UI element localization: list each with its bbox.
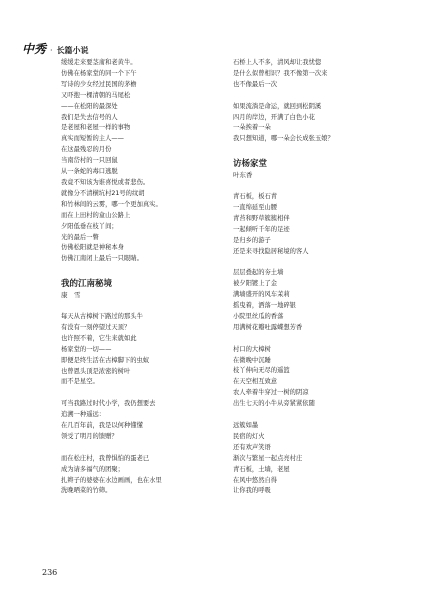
poem-line: 仿佛松阳就是神秘本身 [61, 244, 124, 252]
poem-line: 成为请多福气的团聚； [61, 465, 124, 473]
poem-line: 在几百年前，我是以何种懂懂 [61, 422, 143, 430]
magazine-logo: 中秀 [22, 42, 47, 56]
poem-line: 当南岱村的一只回鼠 [61, 157, 118, 165]
poem-line: 而在松庄村，我曾惧怕的蛋老已 [61, 454, 150, 462]
poem-line: 而不是星空。 [61, 378, 99, 386]
poem-line: 也曾恩头顶是浓密的树叶 [61, 367, 131, 375]
poem-stanza [233, 345, 408, 410]
poem-line: 我竟不知该为谁喜悦或者悲伤。 [61, 178, 150, 186]
poem-stanza [233, 421, 408, 497]
poem-line: 一直绵延至山腰 [233, 203, 278, 211]
poem-author: 叶东香 [233, 171, 253, 180]
poem-stanza [61, 312, 221, 388]
poem-line: 远簇如墨 [233, 422, 259, 429]
poem-stanza [61, 399, 221, 443]
poem-line: 追溯一种遥远： [61, 411, 106, 419]
header-separator: · [50, 46, 53, 55]
poem-line: 摇曳着，洒落一地碎银 [233, 302, 296, 310]
poem-line: 小院里丝瓜的香落 [233, 312, 284, 320]
poem-line: 真实而短暂的主人—— [61, 135, 124, 143]
running-header [22, 40, 89, 57]
poem-line: 又吓抱一棵清朝的马尾松 [61, 91, 131, 99]
poem-title: 我的江南秘境 [61, 279, 113, 290]
poem-line: 在风中悠然自得 [233, 476, 278, 484]
poem-line: 从一条蛇的毒口逃脱 [61, 168, 118, 176]
poem-line: 光的最后一瞥 [61, 233, 99, 241]
poem-line: 四月的岸边，开满了白色小花 [233, 113, 315, 121]
poem-line: 满墙盛开的风车茉莉 [233, 291, 290, 299]
poem-line: 一朵挨着一朵 [233, 124, 271, 132]
poem-stanza [61, 58, 221, 265]
page-number: 236 [42, 568, 58, 577]
poem-line: 也不像最后一次 [233, 80, 278, 88]
poem-line: 在这最残忍的月份 [61, 146, 112, 154]
poem-line: 杨家堂的一切—— [61, 345, 112, 353]
poem-stanza [233, 58, 408, 91]
poem-stanza [233, 192, 408, 257]
poem-stanza [61, 454, 221, 498]
poem-line: 枝丫伸向无尽的遥篮 [233, 367, 290, 375]
poem-line: ——在松阳的最深处 [61, 102, 118, 110]
poem-line: 农人牵着牛穿过一树的阴凉 [233, 389, 309, 397]
poem-line: 用满树花瓣吐露蝶想芳香 [233, 323, 303, 331]
poem-line: 被夕阳镀上了金 [233, 280, 278, 288]
poem-line: 领受了明月的馈赠？ [61, 432, 118, 440]
poem-line: 青石板，板石青 [233, 193, 278, 201]
poem-line: 在天空相互致意 [233, 378, 278, 386]
poem-author: 康 雪 [61, 291, 81, 300]
left-column [61, 58, 221, 497]
poem-line: 洗晚晒菜的竹筛。 [61, 487, 112, 495]
poem-line: 我们是失去信号的人 [61, 113, 118, 121]
poem-line: 层层叠起的夯土墙 [233, 269, 284, 277]
poem-line: 一起倾听千年的足迹 [233, 225, 290, 233]
poem-line: 扎辫子的婆婆在水边画画，也在水里 [61, 476, 162, 484]
poem-title: 访杨家堂 [233, 159, 268, 170]
poem-stanza [233, 268, 408, 333]
poem-line: 民宿的灯火 [233, 432, 265, 440]
poem-line: 石桥上人不多，清风却让我忧惚 [233, 59, 322, 66]
poem-line: 而在上田村的盒山公路上 [61, 211, 131, 219]
poem-line: 是老屋和老屋一样的事物 [61, 124, 131, 132]
poem-line: 出生七天的小牛从旁紧紧依随 [233, 400, 315, 408]
poem-line: 有没有一刻停望过天顶？ [61, 323, 131, 331]
poem-line: 就像分不清横坑村21号的纹胡 [61, 189, 145, 197]
poem-line: 如果流淌是命运，就回到松阴溪 [233, 102, 322, 110]
poem-line: 每天从古樟树下路过的那头牛 [61, 313, 143, 320]
poem-line: 青石板，土墙，老屋 [233, 465, 290, 473]
poem-line: 仿佛在杨家堂的同一个下午 [61, 69, 137, 77]
poem-line: 即便是终生活在古樟脚下的虫蚁 [61, 356, 150, 364]
poem-line: 写诗的少女经过民国的茅檐 [61, 80, 137, 88]
poem-line: 可当我路过时代小学，我仍想要去 [61, 400, 156, 408]
section-subtitle: 长篇小说 [56, 46, 89, 55]
poem-line: 还有欢声笑语 [233, 443, 271, 451]
poem-line: 青苔和野草簇簇相伴 [233, 214, 290, 222]
poem-line: 是归乡的游子 [233, 236, 271, 244]
poem-line: 和竹林间的云雾，哪一个更加真实。 [61, 200, 162, 208]
poem-line: 缓缓走来要茎齑和老黄牛。 [61, 59, 137, 66]
poem-line: 在微晚中沉睡 [233, 356, 271, 364]
poem-line: 还是来寻找隐居秘境的客人 [233, 247, 309, 255]
poem-line: 我只想知道，哪一朵会长成张玉娘？ [233, 135, 334, 143]
poem-line: 也许照不着，它生来就如此 [61, 334, 137, 342]
poem-stanza [233, 102, 408, 146]
right-column [233, 58, 408, 497]
poem-line: 仿佛江南闭上最后一只眼睛。 [61, 255, 143, 263]
poem-line: 村口的大樟树 [233, 345, 271, 353]
poem-line: 让你我的呼吸 [233, 487, 271, 495]
poem-line: 夕阳低垂在枝丫间； [61, 222, 118, 230]
poem-line: 渐次与繁星一起点亮村庄 [233, 454, 303, 462]
poem-line: 是什么似曾相识？我不像第一次来 [233, 69, 328, 77]
